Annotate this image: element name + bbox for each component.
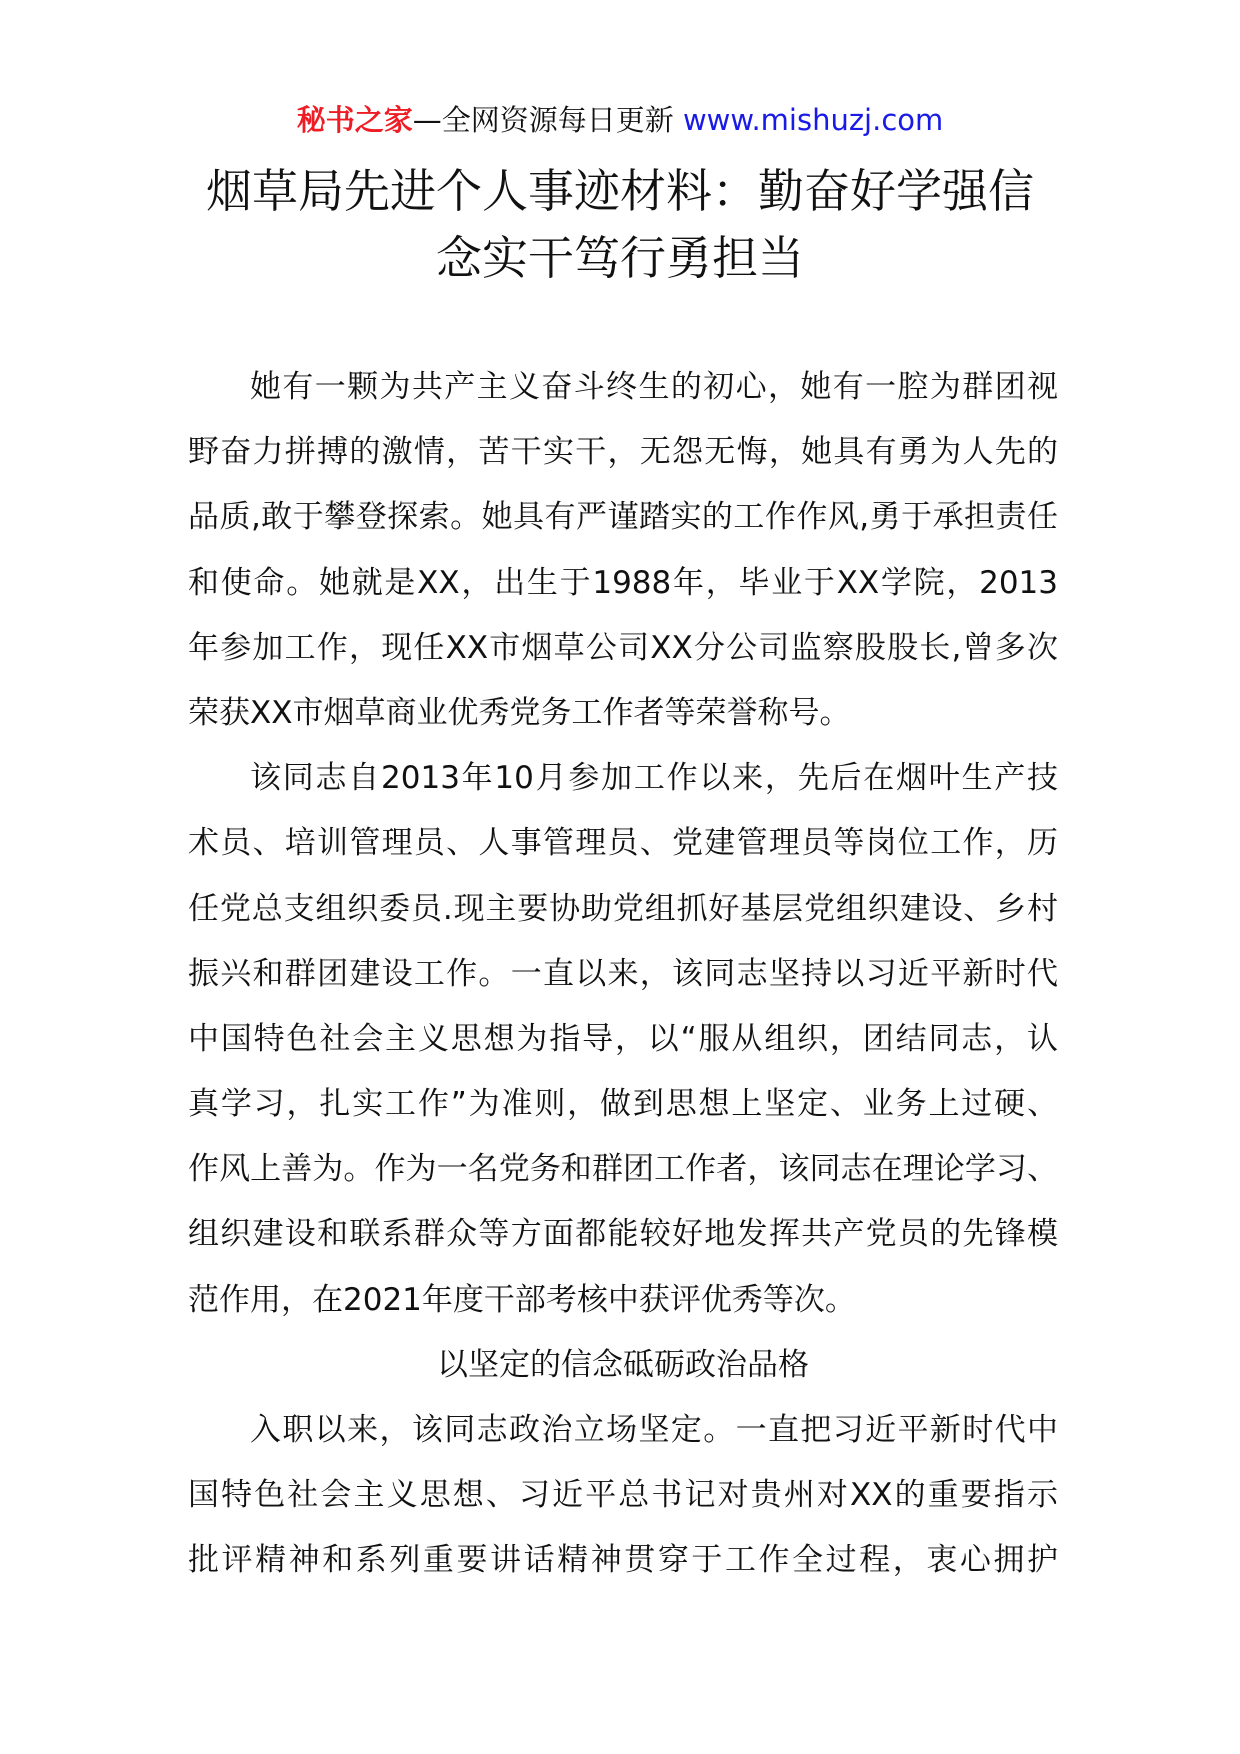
- site-header: [0, 100, 1240, 140]
- body-line: 野奋力拼搏的激情，苦干实干，无怨无悔，她具有勇为人先的: [188, 434, 1058, 471]
- body-line: 组织建设和联系群众等方面都能较好地发挥共产党员的先锋模: [188, 1216, 1058, 1253]
- body-line: 范作用，在2021年度干部考核中获评优秀等次。: [188, 1281, 856, 1318]
- body-line: 入职以来，该同志政治立场坚定。一直把习近平新时代中: [250, 1412, 1058, 1448]
- brand-name: 秘书之家: [296, 103, 413, 137]
- section-heading: 以坚定的信念砥砺政治品格: [437, 1346, 809, 1383]
- body-line: 振兴和群团建设工作。一直以来，该同志坚持以习近平新时代: [188, 955, 1058, 992]
- title-line-1: 烟草局先进个人事迹材料：勤奋好学强信: [206, 164, 1034, 218]
- title-line-2: 念实干笃行勇担当: [436, 231, 804, 285]
- body-line: 品质,敢于攀登探索。她具有严谨踏实的工作作风,勇于承担责任: [188, 499, 1058, 536]
- body-line: 中国特色社会主义思想为指导，以“服从组织，团结同志，认: [188, 1020, 1058, 1057]
- body-line: 年参加工作，现任XX市烟草公司XX分公司监察股股长,曾多次: [188, 629, 1058, 666]
- body-line: 和使命。她就是XX，出生于1988年，毕业于XX学院，2013: [188, 564, 1058, 601]
- body-line: 她有一颗为共产主义奋斗终生的初心，她有一腔为群团视: [250, 369, 1058, 405]
- document-body: [188, 355, 1058, 1594]
- body-line: 任党总支组织委员.现主要协助党组抓好基层党组织建设、乡村: [188, 890, 1058, 927]
- body-line: 作风上善为。作为一名党务和群团工作者，该同志在理论学习、: [188, 1151, 1058, 1188]
- body-line: 该同志自2013年10月参加工作以来，先后在烟叶生产技: [250, 760, 1058, 797]
- body-line: 批评精神和系列重要讲话精神贯穿于工作全过程，衷心拥护: [188, 1542, 1058, 1579]
- body-line: 国特色社会主义思想、习近平总书记对贵州对XX的重要指示: [188, 1477, 1058, 1514]
- document-title: [180, 158, 1060, 292]
- site-url-link[interactable]: www.mishuzj.com: [682, 103, 944, 137]
- body-line: 真学习，扎实工作”为准则，做到思想上坚定、业务上过硬、: [188, 1086, 1058, 1123]
- body-line: 荣获XX市烟草商业优秀党务工作者等荣誉称号。: [188, 694, 851, 731]
- header-tagline: —全网资源每日更新: [412, 103, 683, 137]
- body-line: 术员、培训管理员、人事管理员、党建管理员等岗位工作，历: [188, 825, 1058, 862]
